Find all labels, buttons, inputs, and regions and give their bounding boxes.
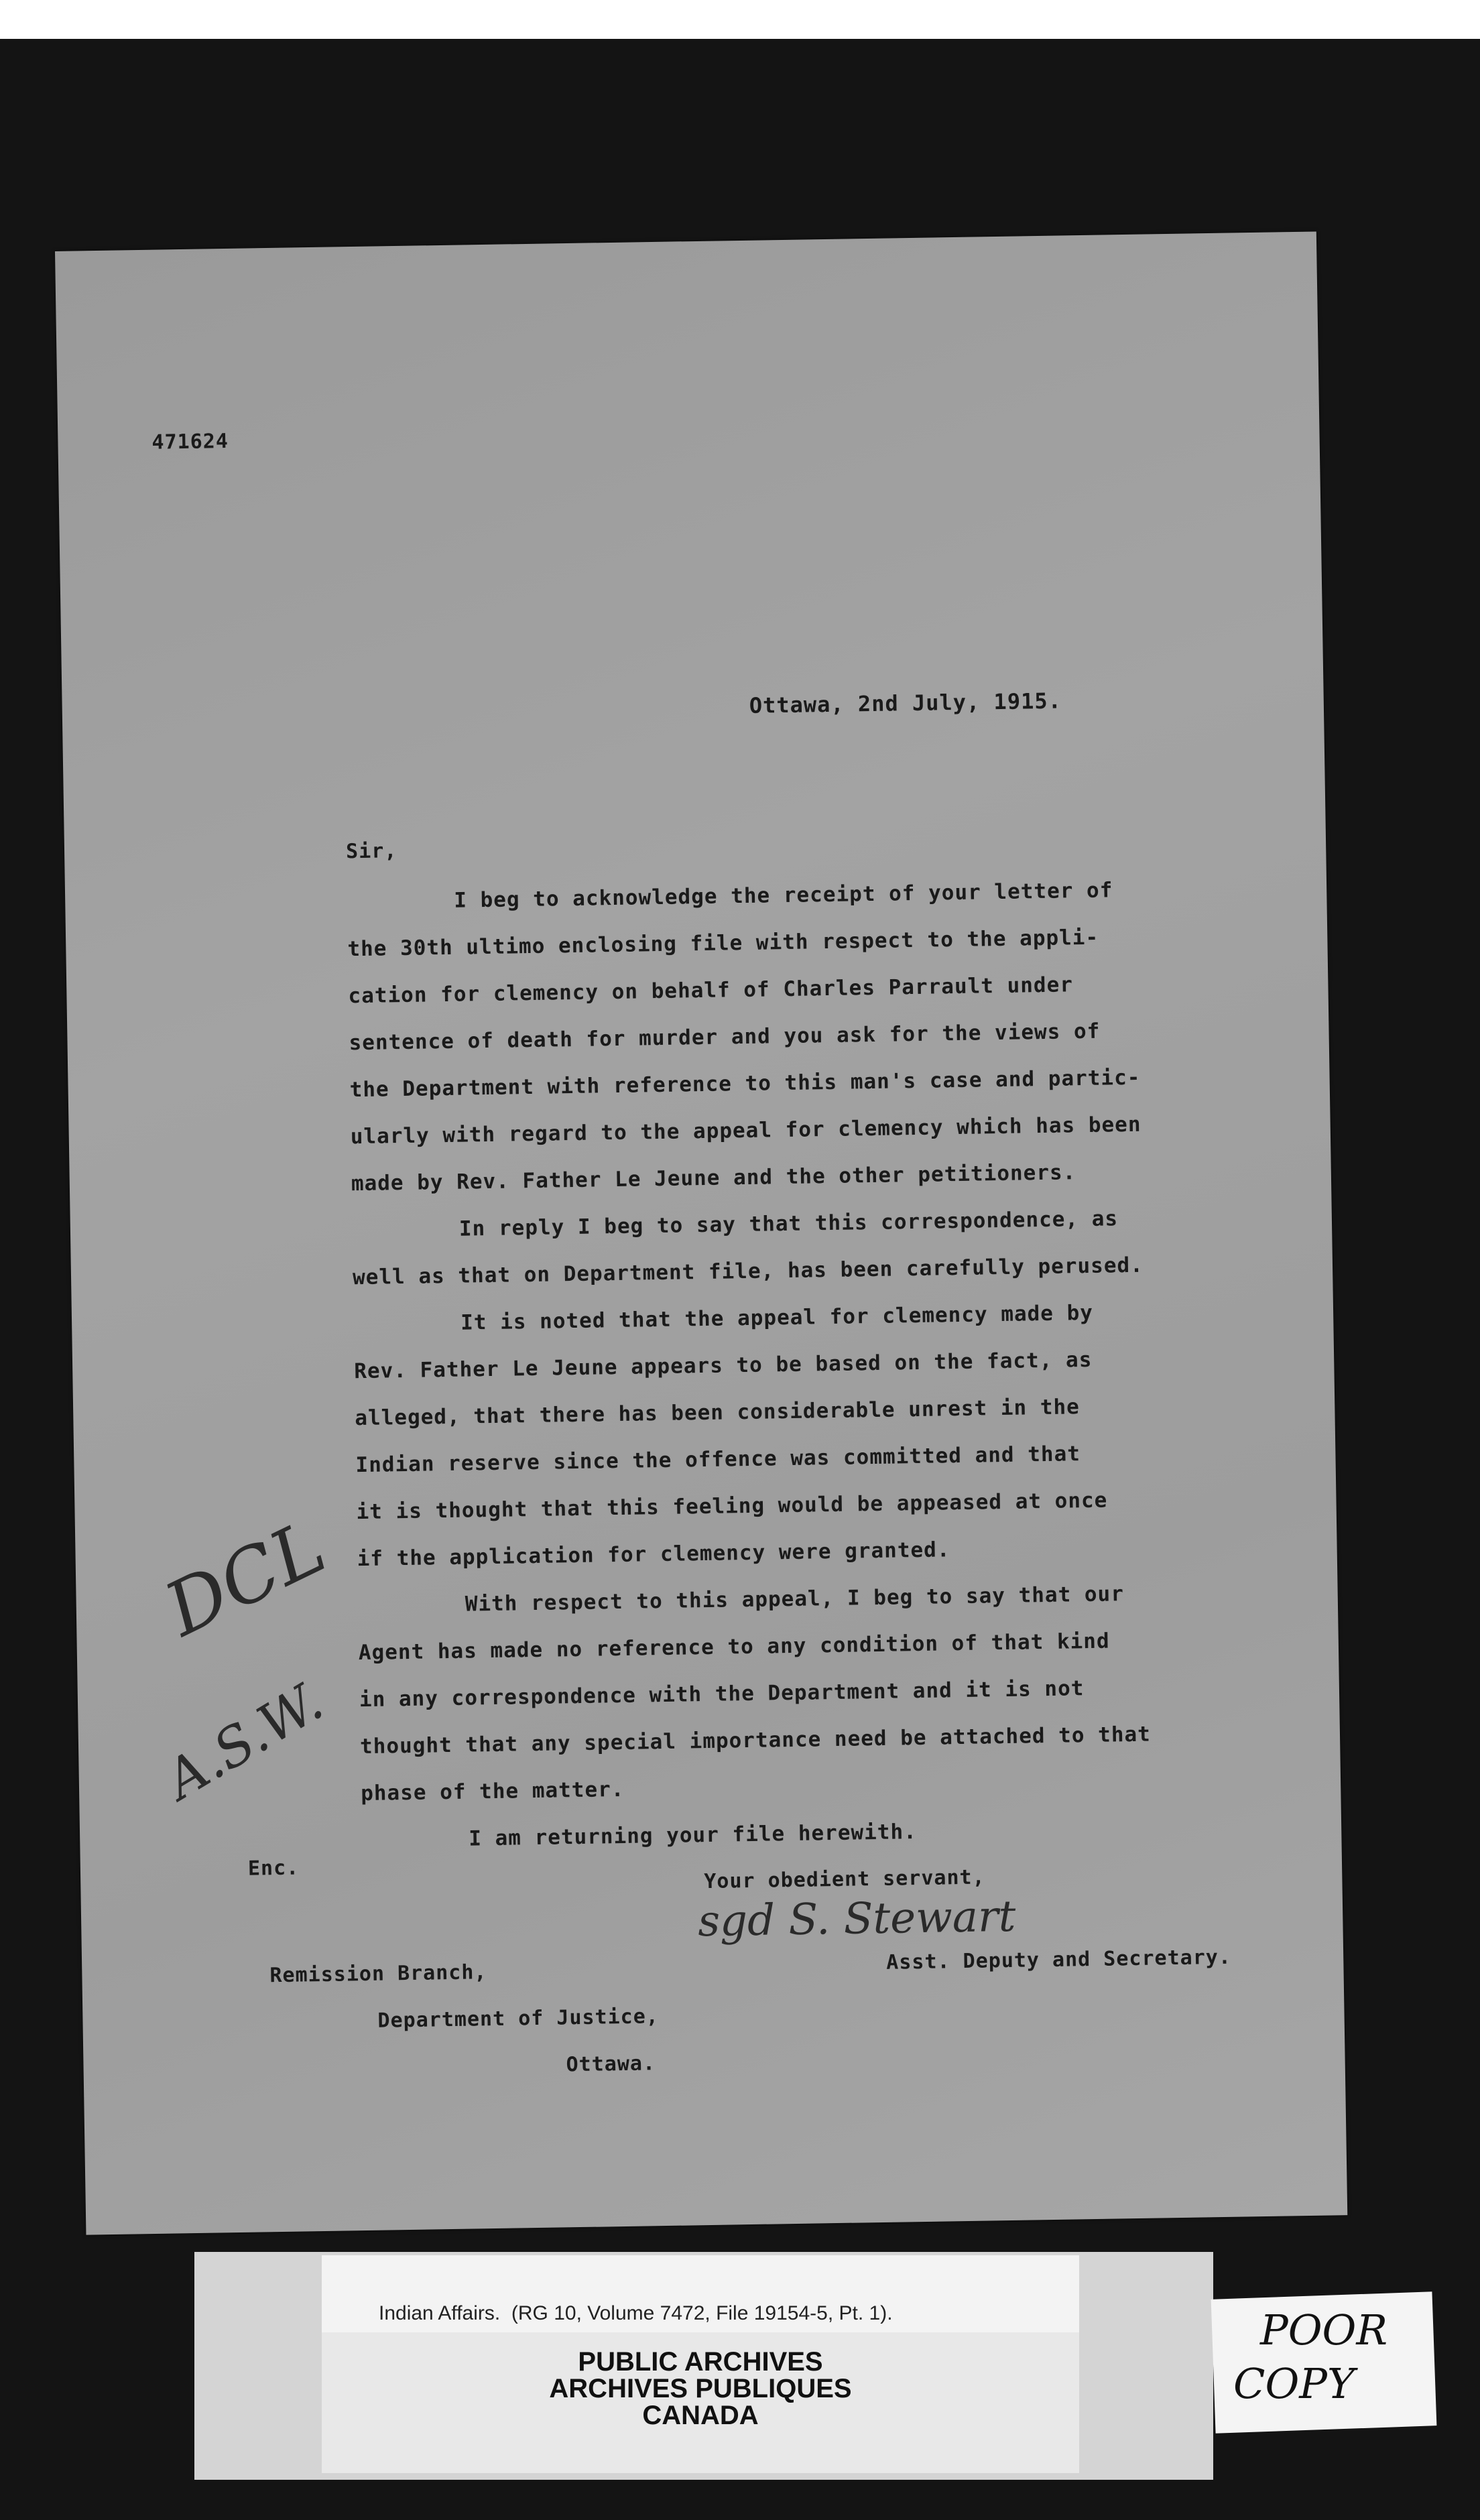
margin-initials: A.S.W. [155,1670,334,1812]
addressee-line: Ottawa. [566,2052,656,2077]
closing: Your obedient servant, [704,1865,985,1894]
body-line: phase of the matter. [360,1777,625,1806]
body-line: made by Rev. Father Le Jeune and the other petitioners. [351,1160,1076,1196]
signature: sgd S. Stewart [697,1891,1016,1947]
body-line: It is noted that the appeal for clemency made by [460,1300,1094,1335]
archive-line: CANADA [642,2401,759,2430]
body-line: the 30th ultimo enclosing file with respect to the appli- [347,925,1099,962]
body-line: I beg to acknowledge the receipt of your letter of [454,878,1113,913]
enclosure-note: Enc. [247,1856,300,1881]
body-line: well as that on Department file, has been carefully perused. [352,1253,1144,1290]
signer-title: Asst. Deputy and Secretary. [885,1945,1232,1974]
body-line: sentence of death for murder and you ask for the views of [349,1019,1101,1056]
archive-line: PUBLIC ARCHIVES [578,2347,823,2377]
archive-reference: Indian Affairs. (RG 10, Volume 7472, File 19154-5, Pt. 1). [379,2302,893,2324]
body-line: Rev. Father Le Jeune appears to be based on the fact, as [354,1347,1093,1384]
place-date: Ottawa, 2nd July, 1915. [749,688,1062,718]
body-line: In reply I beg to say that this correspondence, as [458,1206,1119,1241]
poor-copy-line: POOR [1260,2306,1388,2354]
letter-page [55,231,1347,2234]
body-line: Agent has made no reference to any condition of that kind [358,1629,1110,1665]
archive-line: ARCHIVES PUBLIQUES [549,2374,852,2403]
body-line: if the application for clemency were granted. [357,1537,950,1572]
body-line: in any correspondence with the Department and it is not [359,1676,1085,1712]
body-line: With respect to this appeal, I beg to say that our [465,1582,1125,1617]
body-line: it is thought that this feeling would be appeased at once [356,1488,1108,1525]
body-line: the Department with reference to this man's case and partic- [349,1065,1141,1102]
file-number: 471624 [151,429,229,454]
body-line: cation for clemency on behalf of Charles Parrault under [348,972,1074,1009]
addressee-line: Remission Branch, [269,1960,487,1988]
body-line: alleged, that there has been considerable unrest in the [355,1395,1081,1431]
poor-copy-line: COPY [1233,2359,1355,2408]
body-line: I am returning your file herewith. [468,1820,918,1851]
addressee-line: Department of Justice, [377,2005,660,2033]
body-line: ularly with regard to the appeal for clemency which has been [350,1112,1142,1149]
salutation: Sir, [345,839,397,864]
body-line: Indian reserve since the offence was committed and that [355,1442,1081,1478]
body-line: thought that any special importance need be attached to that [359,1722,1152,1759]
margin-initials: DCL [152,1503,338,1653]
